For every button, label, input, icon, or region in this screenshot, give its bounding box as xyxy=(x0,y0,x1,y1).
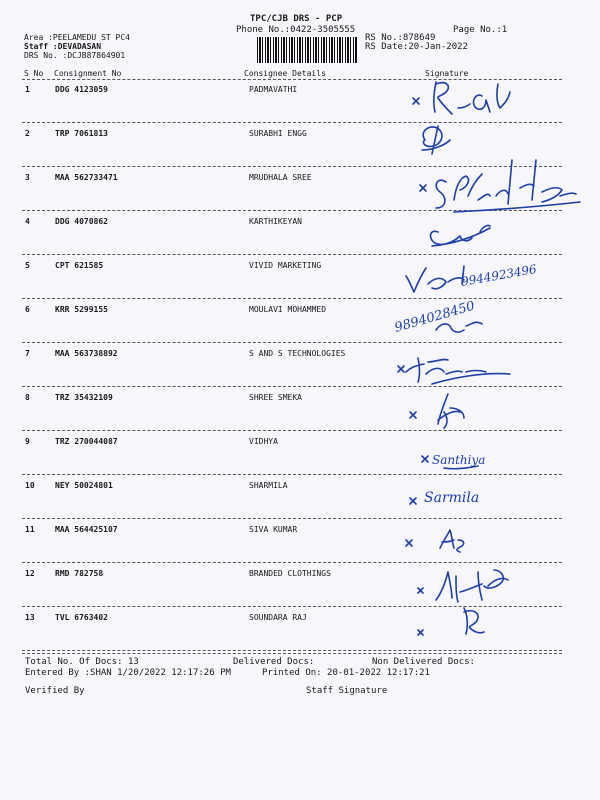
row-sno: 6 xyxy=(25,305,30,314)
total-docs: Total No. Of Docs: 13 xyxy=(25,657,139,667)
column-header-consignee: Consignee Details xyxy=(244,69,326,78)
column-header-sno: S No xyxy=(24,69,44,78)
signature-row-4 xyxy=(431,225,491,246)
page-number: Page No.:1 xyxy=(453,25,508,35)
row-consignment: TRP 7061813 xyxy=(55,129,108,138)
staff: Staff :DEVADASAN xyxy=(24,42,102,51)
handwritten-sarmila: Sarmila xyxy=(424,490,480,506)
row-sno: 3 xyxy=(25,173,30,182)
signature-row-3 xyxy=(420,160,580,212)
row-consignment: TVL 6763402 xyxy=(55,613,108,622)
row-consignee: SHARMILA xyxy=(249,481,288,490)
row-sno: 7 xyxy=(25,349,30,358)
verified-by: Verified By xyxy=(25,686,85,696)
row-sno: 13 xyxy=(25,613,35,622)
row-sno: 11 xyxy=(25,525,35,534)
row-sno: 4 xyxy=(25,217,30,226)
handwritten-phone-bottom: 9894028450 xyxy=(392,298,477,336)
handwritten-phone-top: 9944923496 xyxy=(460,261,538,289)
row-sno: 12 xyxy=(25,569,35,578)
row-consignee: SIVA KUMAR xyxy=(249,525,298,534)
row-consignee: S AND S TECHNOLOGIES xyxy=(249,349,346,358)
row-consignment: RMD 782758 xyxy=(55,569,104,578)
row-consignee: KARTHIKEYAN xyxy=(249,217,302,226)
row-consignment: TRZ 270044087 xyxy=(55,437,118,446)
column-header-signature: Signature xyxy=(425,69,469,78)
printed-on: Printed On: 20-01-2022 12:17:21 xyxy=(262,668,430,678)
row-sno: 10 xyxy=(25,481,35,490)
signature-row-10 xyxy=(410,490,479,506)
signature-row-2 xyxy=(422,126,450,154)
row-sno: 8 xyxy=(25,393,30,402)
entered-by: Entered By :SHAN 1/20/2022 12:17:26 PM xyxy=(25,668,231,678)
row-consignment: NEY 50024801 xyxy=(55,481,113,490)
row-consignee: MRUDHALA SREE xyxy=(249,173,312,182)
row-consignee: SURABHI ENGG xyxy=(249,129,307,138)
signature-row-11 xyxy=(406,530,464,552)
row-consignment: KRR 5299155 xyxy=(55,305,108,314)
signature-row-8 xyxy=(410,394,464,428)
delivered-docs: Delivered Docs: xyxy=(233,657,315,667)
row-consignment: DDG 4123059 xyxy=(55,85,108,94)
row-sno: 9 xyxy=(25,437,30,446)
signature-row-1 xyxy=(413,82,510,114)
row-sno: 1 xyxy=(25,85,30,94)
row-consignee: BRANDED CLOTHINGS xyxy=(249,569,331,578)
signature-row-13 xyxy=(418,608,484,635)
row-sno: 2 xyxy=(25,129,30,138)
row-consignment: MAA 564425107 xyxy=(55,525,118,534)
non-delivered-docs: Non Delivered Docs: xyxy=(372,657,475,667)
row-sno: 5 xyxy=(25,261,30,270)
row-consignment: CPT 621585 xyxy=(55,261,104,270)
row-consignment: TRZ 35432109 xyxy=(55,393,113,402)
signature-row-12 xyxy=(418,570,508,602)
row-consignee: SHREE SMEKA xyxy=(249,393,302,402)
area: Area :PEELAMEDU ST PC4 xyxy=(24,33,130,42)
row-consignee: VIDHYA xyxy=(249,437,278,446)
signature-row-6 xyxy=(393,299,482,336)
signature-row-7 xyxy=(398,358,510,384)
drs-number: DRS No. :DCJB87864901 xyxy=(24,51,126,60)
handwritten-santhiya: Santhiya xyxy=(432,453,486,467)
staff-signature: Staff Signature xyxy=(306,686,388,696)
row-consignment: DDG 4070862 xyxy=(55,217,108,226)
row-consignee: SOUNDARA RAJ xyxy=(249,613,307,622)
phone-number: Phone No.:0422-3505555 xyxy=(236,25,356,35)
row-consignee: PADMAVATHI xyxy=(249,85,298,94)
row-consignee: MOULAVI MOHAMMED xyxy=(249,305,327,314)
column-header-consignment: Consignment No xyxy=(54,69,122,78)
signature-row-5 xyxy=(406,262,538,292)
rs-number: RS No.:878649 xyxy=(365,33,436,43)
rs-date: RS Date:20-Jan-2022 xyxy=(365,42,468,52)
document-title: TPC/CJB DRS - PCP xyxy=(250,14,343,24)
row-consignment: MAA 563738892 xyxy=(55,349,118,358)
footer-divider xyxy=(22,653,562,654)
row-consignee: VIVID MARKETING xyxy=(249,261,322,270)
row-consignment: MAA 562733471 xyxy=(55,173,118,182)
signature-row-9 xyxy=(422,453,485,469)
